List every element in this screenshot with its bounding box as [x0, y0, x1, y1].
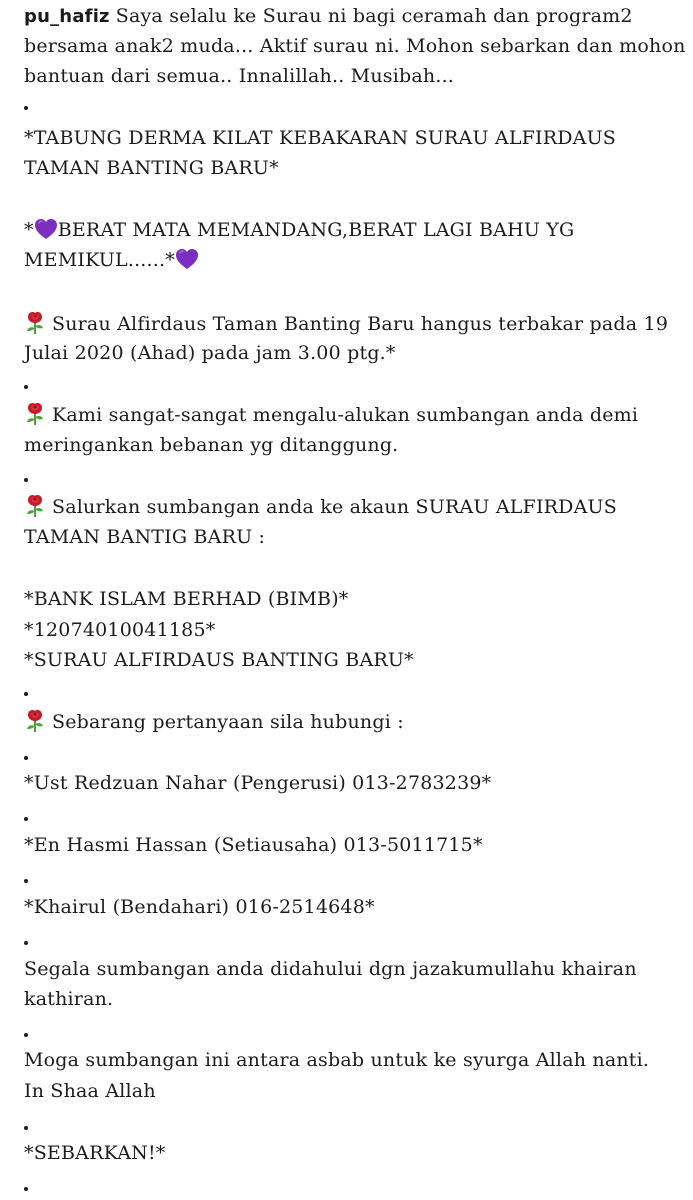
caption-text: Saya selalu ke Surau ni bagi ceramah dan program2	[115, 5, 633, 27]
caption-line-1	[24, 4, 633, 28]
enquiry-line	[24, 709, 404, 733]
welcome-text: Kami sangat-sangat mengalu-alukan sumbangan anda demi	[52, 404, 639, 426]
welcome-line-2: meringankan bebanan yg ditanggung.	[24, 434, 399, 456]
appeal-title-line-2: TAMAN BANTING BARU*	[24, 157, 279, 179]
separator-dot	[24, 692, 28, 696]
purple-heart-icon	[34, 218, 58, 240]
bank-name: *BANK ISLAM BERHAD (BIMB)*	[24, 588, 349, 610]
enquiry-text: Sebarang pertanyaan sila hubungi :	[52, 711, 404, 733]
separator-dot	[24, 1126, 28, 1130]
separator-dot	[24, 106, 28, 110]
contact-line: *Khairul (Bendahari) 016-2514648*	[24, 896, 375, 918]
separator-dot	[24, 817, 28, 821]
separator-dot	[24, 1187, 28, 1191]
channel-text: Salurkan sumbangan anda ke akaun SURAU ALFIRDAUS	[52, 496, 617, 518]
welcome-line-1	[24, 402, 638, 426]
thanks-line-1: Segala sumbangan anda didahului dgn jazakumullahu khairan	[24, 958, 637, 980]
separator-dot	[24, 478, 28, 482]
bank-account-holder: *SURAU ALFIRDAUS BANTING BARU*	[24, 649, 414, 671]
channel-line-1	[24, 494, 617, 518]
quote-text-end: MEMIKUL......*	[24, 249, 175, 271]
contact-line: *Ust Redzuan Nahar (Pengerusi) 013-2783239*	[24, 772, 492, 794]
separator-dot	[24, 879, 28, 883]
prayer-line-2: In Shaa Allah	[24, 1080, 156, 1102]
separator-dot	[24, 941, 28, 945]
rose-icon	[24, 494, 46, 518]
rose-icon	[24, 402, 46, 426]
username-link[interactable]: pu_hafiz	[24, 6, 110, 27]
fire-notice-line-1	[24, 311, 668, 335]
fire-notice-text: Surau Alfirdaus Taman Banting Baru hangus terbakar pada 19	[52, 313, 669, 335]
quote-prefix: *	[24, 219, 34, 241]
caption-line-3: bantuan dari semua.. Innalillah.. Musibah...	[24, 65, 455, 87]
rose-icon	[24, 709, 46, 733]
quote-text: BERAT MATA MEMANDANG,BERAT LAGI BAHU YG	[57, 219, 575, 241]
bank-account-number: *12074010041185*	[24, 619, 216, 641]
appeal-title-line-1: *TABUNG DERMA KILAT KEBAKARAN SURAU ALFIRDAUS	[24, 127, 617, 149]
separator-dot	[24, 1033, 28, 1037]
thanks-line-2: kathiran.	[24, 988, 114, 1010]
quote-line-2	[24, 248, 199, 272]
rose-icon	[24, 311, 46, 335]
channel-line-2: TAMAN BANTIG BARU :	[24, 526, 266, 548]
fire-notice-line-2: Julai 2020 (Ahad) pada jam 3.00 ptg.*	[24, 342, 396, 364]
purple-heart-icon	[175, 248, 199, 270]
separator-dot	[24, 385, 28, 389]
caption-line-2: bersama anak2 muda... Aktif surau ni. Mohon sebarkan dan mohon	[24, 35, 686, 57]
quote-line-1	[24, 218, 574, 242]
contact-line: *En Hasmi Hassan (Setiausaha) 013-5011715*	[24, 834, 483, 856]
closing-line: *SEBARKAN!*	[24, 1142, 166, 1164]
separator-dot	[24, 756, 28, 760]
prayer-line-1: Moga sumbangan ini antara asbab untuk ke syurga Allah nanti.	[24, 1049, 650, 1071]
